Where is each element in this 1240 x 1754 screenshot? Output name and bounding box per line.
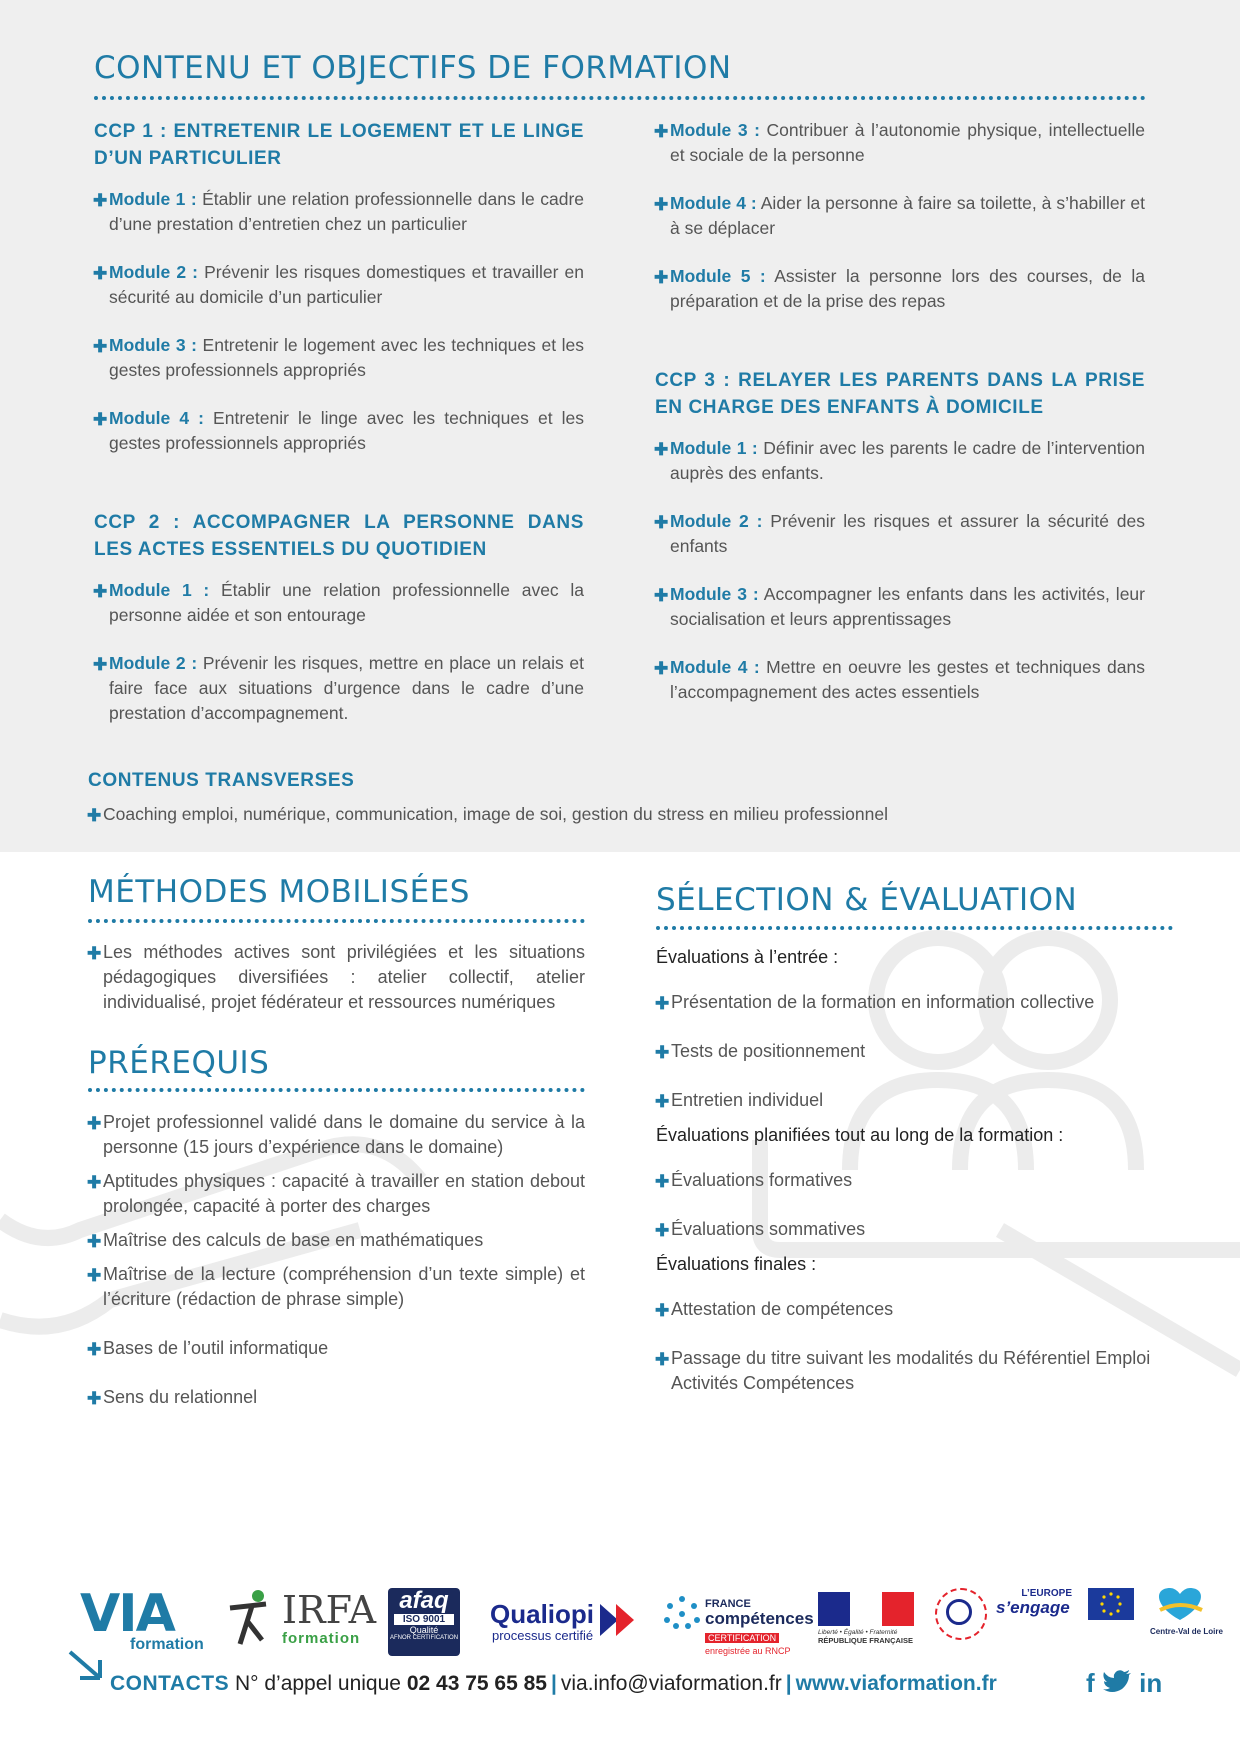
qualiopi-arrows-icon [600,1604,648,1636]
plus-icon: ✚ [93,582,108,601]
ccp2-module-4: ✚ Module 4 : Aider la personne à faire sa toilette, à s’habiller et à se déplacer [654,193,1146,238]
phone-prefix: N° d’appel unique [234,1672,401,1695]
prerequis-item: ✚ Maîtrise de la lecture (compréhension d’un texte simple) et l’écriture (rédaction de phrase simple) [87,1264,585,1309]
plus-icon: ✚ [87,1173,102,1192]
prerequis-block [88,1110,585,1419]
plus-icon: ✚ [93,337,108,356]
plus-icon: ✚ [87,806,102,825]
transverses-block [88,767,1148,850]
ccp3-module-4: ✚ Module 4 : Mettre en oeuvre les gestes et techniques dans l’accompagnement des actes essentiels [654,657,1145,702]
plus-icon: ✚ [655,1221,670,1240]
transverses-title: CONTENUS TRANSVERSES [88,770,355,791]
prerequis-item: ✚ Projet professionnel validé dans le domaine du service à la personne (15 jours d’expérience dans le domaine) [87,1112,585,1157]
ccp3-module-1: ✚ Module 1 : Définir avec les parents le cadre de l’intervention auprès des enfants. [654,438,1145,483]
plus-icon: ✚ [93,264,108,283]
contenu-title: CONTENU ET OBJECTIFS DE FORMATION [94,50,732,86]
website-link[interactable]: www.viaformation.fr [795,1672,997,1695]
plus-icon: ✚ [654,195,669,214]
ccp2-module-2: ✚ Module 2 : Prévenir les risques, mettre en place un relais et faire face aux situations d’urgence dans le cadre d’une prestation d’accompagnement. [93,653,584,723]
ccp1-module-4: ✚ Module 4 : Entretenir le linge avec les techniques et les gestes professionnels appropriés [93,408,585,453]
plus-icon: ✚ [655,994,670,1013]
ccp1-module-1: ✚ Module 1 : Établir une relation professionnelle dans le cadre d’une prestation d’entretien chez un particulier [93,189,585,234]
ccp1-module-3: ✚ Module 3 : Entretenir le logement avec les techniques et les gestes professionnels appropriés [93,335,585,380]
entree-label: Évaluations à l’entrée : [656,947,839,967]
plus-icon: ✚ [655,1301,670,1320]
irfa-figure-icon [222,1588,272,1648]
prerequis-title: PRÉREQUIS [88,1045,270,1081]
ccp2-title: CCP 2 : ACCOMPAGNER LA PERSONNE DANS LES ACTES ESSENTIELS DU QUOTIDIEN [94,512,584,560]
plus-icon: ✚ [87,1232,102,1251]
contacts-line: CONTACTS N° d’appel unique 02 43 75 65 85 | via.info@viaformation.fr | www.viaformation.fr [110,1672,997,1695]
plus-icon: ✚ [87,1266,102,1285]
plus-icon: ✚ [654,513,669,532]
plus-icon: ✚ [87,1340,102,1359]
ccp2-module-3: ✚ Module 3 : Contribuer à l’autonomie physique, intellectuelle et sociale de la personne [654,120,1145,165]
planifiees-label: Évaluations planifiées tout au long de la formation : [656,1125,1064,1145]
ccp2-module-5: ✚ Module 5 : Assister la personne lors des courses, de la préparation et de la prise des repas [654,266,1145,311]
via-logo: VIA formation [80,1584,204,1653]
ccp3-title: CCP 3 : RELAYER LES PARENTS DANS LA PRISE EN CHARGE DES ENFANTS À DOMICILE [655,370,1145,418]
selection-block [656,947,1176,1420]
phone-number[interactable]: 02 43 75 65 85 [406,1672,547,1695]
left-column [94,118,584,749]
prerequis-item: ✚ Aptitudes physiques : capacité à travailler en station debout prolongée, capacité à porter des charges [87,1171,585,1216]
linkedin-icon[interactable]: in [1139,1668,1163,1698]
plus-icon: ✚ [87,1389,102,1408]
selection-item: ✚ Évaluations sommatives [656,1217,1176,1242]
afaq-logo: afaq ISO 9001 Qualité AFNOR CERTIFICATION [388,1588,460,1656]
facebook-icon[interactable]: f [1086,1668,1095,1698]
plus-icon: ✚ [93,410,108,429]
plus-icon: ✚ [654,440,669,459]
republique-francaise-logo: Liberté • Égalité • Fraternité RÉPUBLIQUE FRANÇAISE [818,1592,914,1645]
france-competences-dots-icon [662,1594,702,1634]
contacts-label: CONTACTS [110,1672,230,1695]
selection-item: ✚ Tests de positionnement [656,1039,1176,1064]
arrow-icon [66,1648,106,1684]
ccp1-title: CCP 1 : ENTRETENIR LE LOGEMENT ET LE LINGE D’UN PARTICULIER [94,121,584,169]
plus-icon: ✚ [654,268,669,287]
selection-title: SÉLECTION & ÉVALUATION [656,882,1078,918]
plus-icon: ✚ [93,191,108,210]
plus-icon: ✚ [655,1172,670,1191]
plus-icon: ✚ [655,1043,670,1062]
plus-icon: ✚ [87,1114,102,1133]
methodes-divider [88,919,585,923]
prerequis-item: ✚ Maîtrise des calculs de base en mathématiques [88,1228,585,1253]
ccp1-module-2: ✚ Module 2 : Prévenir les risques domestiques et travailler en sécurité au domicile d’un particulier [93,262,584,307]
region-centre-val-de-loire-logo: Centre-Val de Loire [1150,1586,1218,1636]
selection-item: ✚ Attestation de compétences [656,1297,1176,1322]
plus-icon: ✚ [654,586,669,605]
irfa-logo: IRFA formation [282,1588,377,1647]
plus-icon: ✚ [654,122,669,141]
plus-icon: ✚ [87,944,102,963]
ccp2-module-1: ✚ Module 1 : Établir une relation professionnelle avec la personne aidée et son entourage [93,580,585,625]
right-column [655,118,1145,728]
email-link[interactable]: via.info@viaformation.fr [560,1672,782,1695]
finales-label: Évaluations finales : [656,1254,817,1274]
prerequis-item: ✚ Bases de l’outil informatique [88,1336,585,1361]
prerequis-item: ✚ Sens du relationnel [88,1385,585,1410]
selection-item: ✚ Présentation de la formation en information collective [656,990,1176,1015]
selection-item: ✚ Entretien individuel [656,1088,1176,1113]
transverses-item: ✚ Coaching emploi, numérique, communication, image de soi, gestion du stress en milieu professionnel [88,802,1148,827]
eu-flag-icon [1088,1588,1134,1620]
plus-icon: ✚ [93,655,108,674]
prerequis-divider [88,1088,585,1092]
plus-icon: ✚ [655,1092,670,1111]
twitter-icon[interactable] [1102,1669,1132,1695]
ccp3-module-2: ✚ Module 2 : Prévenir les risques et assurer la sécurité des enfants [654,511,1146,556]
contenu-divider [94,96,1146,100]
selection-divider [656,926,1173,930]
europe-engage-logo: L’EUROPE s’engage [996,1588,1072,1617]
region-seal-icon [935,1588,987,1640]
france-competences-logo: FRANCE compétences CERTIFICATION enregistrée au RNCP [705,1598,814,1656]
methodes-item: ✚ Les méthodes actives sont privilégiées et les situations pédagogiques diversifiées : atelier collectif, atelier individualisé, projet fédérateur et ressources numériques [87,942,585,1012]
plus-icon: ✚ [654,659,669,678]
qualiopi-logo: Qualiopi processus certifié [490,1599,594,1643]
methodes-title: MÉTHODES MOBILISÉES [88,874,470,910]
ccp3-module-3: ✚ Module 3 : Accompagner les enfants dans les activités, leur socialisation et leurs apprentissages [654,584,1145,629]
social-icons [1086,1668,1162,1699]
selection-item: ✚ Évaluations formatives [656,1168,1176,1193]
plus-icon: ✚ [655,1350,670,1369]
methodes-block [88,940,585,1024]
selection-item: ✚ Passage du titre suivant les modalités du Référentiel Emploi Activités Compétences [655,1348,1151,1393]
